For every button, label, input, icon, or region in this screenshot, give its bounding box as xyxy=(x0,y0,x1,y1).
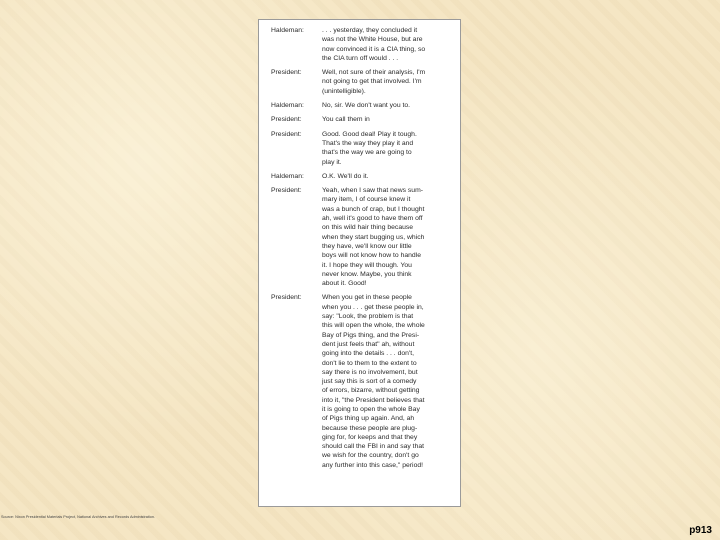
speaker-label: President: xyxy=(271,130,302,138)
dialogue-line: don't lie to them to the extent to xyxy=(322,359,417,367)
dialogue-line: we wish for the country, don't go xyxy=(322,452,419,460)
dialogue-text xyxy=(322,172,369,181)
page-reference: p913 xyxy=(689,525,712,536)
dialogue-line: Yeah, when I saw that news sum- xyxy=(322,187,424,195)
dialogue-line: When you get in these people xyxy=(322,294,412,302)
speaker-label: President: xyxy=(271,187,302,195)
dialogue-text xyxy=(322,115,370,124)
dialogue-line: No, sir. We don't want you to. xyxy=(322,102,411,110)
dialogue-line: because these people are plug- xyxy=(322,424,418,432)
dialogue-line: Well, not sure of their analysis, I'm xyxy=(322,69,426,77)
dialogue-line: O.K. We'll do it. xyxy=(322,172,369,180)
dialogue-text xyxy=(322,293,425,470)
transcript-entry xyxy=(271,172,454,181)
dialogue-line: the CIA turn off would . . . xyxy=(322,54,399,62)
speaker-label: Haldeman: xyxy=(271,172,304,180)
dialogue-line: never know. Maybe, you think xyxy=(322,270,412,278)
transcript-entry xyxy=(271,115,454,124)
dialogue-line: about it. Good! xyxy=(322,280,367,288)
dialogue-line: Good. Good deal! Play it tough. xyxy=(322,130,417,138)
dialogue-text xyxy=(322,101,410,110)
source-note: Source: Nixon Presidential Materials Project, National Archives and Records Administration. xyxy=(1,515,156,519)
dialogue-line: going into the details . . . don't, xyxy=(322,350,414,358)
dialogue-line: it is going to open the whole Bay xyxy=(322,405,420,413)
transcript-body xyxy=(271,26,454,470)
dialogue-text xyxy=(322,68,425,96)
transcript-entry xyxy=(271,186,454,288)
dialogue-text xyxy=(322,26,425,63)
speaker-label: Haldeman: xyxy=(271,102,304,110)
dialogue-line: Bay of Pigs thing, and the Presi- xyxy=(322,331,420,339)
dialogue-line: not going to get that involved. I'm xyxy=(322,78,422,86)
dialogue-line: was a bunch of crap, but I thought xyxy=(322,205,425,213)
dialogue-line: say there is no involvement, but xyxy=(322,368,418,376)
dialogue-line: mary item, I of course knew it xyxy=(322,196,411,204)
dialogue-line: boys will not know how to handle xyxy=(322,252,421,260)
dialogue-line: of errors, bizarre, without getting xyxy=(322,387,420,395)
speaker-label: President: xyxy=(271,69,302,77)
dialogue-line: it. I hope they will though. You xyxy=(322,261,412,269)
dialogue-line: ging for, for keeps and that they xyxy=(322,433,418,441)
dialogue-line: ah, well it's good to have them off xyxy=(322,215,423,223)
dialogue-line: should call the FBI in and say that xyxy=(322,443,425,451)
dialogue-line: this will open the whole, the whole xyxy=(322,322,425,330)
dialogue-text xyxy=(322,130,417,167)
transcript-entry xyxy=(271,68,454,96)
dialogue-line: play it. xyxy=(322,158,342,166)
dialogue-line: was not the White House, but are xyxy=(322,36,423,44)
dialogue-line: now convinced it is a CIA thing, so xyxy=(322,45,426,53)
dialogue-line: that's the way we are going to xyxy=(322,149,412,157)
dialogue-line: . . . yesterday, they concluded it xyxy=(322,27,418,34)
transcript-entry xyxy=(271,130,454,167)
dialogue-line: say: "Look, the problem is that xyxy=(322,313,414,321)
dialogue-text xyxy=(322,186,424,288)
dialogue-line: dent just feels that" ah, without xyxy=(322,340,415,348)
dialogue-line: on this wild hair thing because xyxy=(322,224,414,232)
dialogue-line: when they start bugging us, which xyxy=(322,233,425,241)
dialogue-line: when you . . . get these people in, xyxy=(322,303,424,311)
dialogue-line: That's the way they play it and xyxy=(322,139,414,147)
transcript-entry xyxy=(271,101,454,110)
dialogue-line: any further into this case," period! xyxy=(322,461,424,469)
dialogue-line: (unintelligible). xyxy=(322,87,366,95)
dialogue-line: they have, we'll know our little xyxy=(322,242,412,250)
dialogue-line: into it, "the President believes that xyxy=(322,396,425,404)
speaker-label: President: xyxy=(271,116,302,124)
transcript-entry xyxy=(271,26,454,63)
dialogue-line: You call them in xyxy=(322,116,370,124)
transcript-entry xyxy=(271,293,454,470)
speaker-label: President: xyxy=(271,294,302,302)
dialogue-line: of Pigs thing up again. And, ah xyxy=(322,415,415,423)
transcript-document xyxy=(258,19,461,507)
dialogue-line: just say this is sort of a comedy xyxy=(322,378,417,386)
speaker-label: Haldeman: xyxy=(271,27,304,34)
